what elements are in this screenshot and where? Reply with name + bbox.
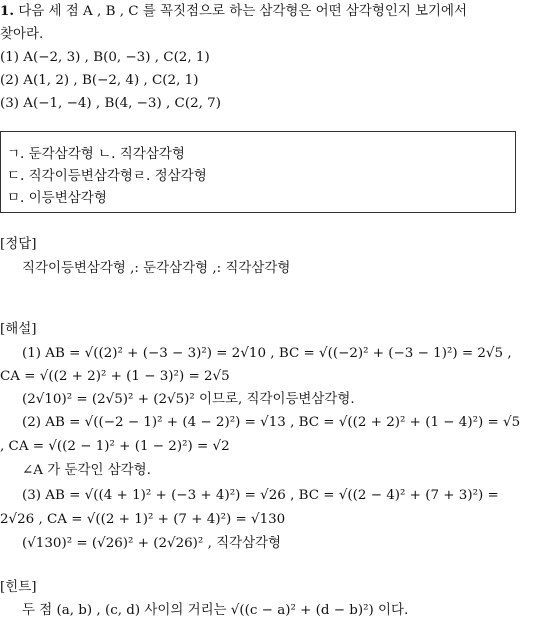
explanation-line-6: ∠A 가 둔각인 삼각형. <box>22 463 151 478</box>
choice-line-1: ㄱ. 둔각삼각형 ㄴ. 직각삼각형 <box>7 146 185 162</box>
explanation-line-7: (3) AB = √((4 + 1)² + (−3 + 4)²) = √26 , BC = √((2 − 4)² + (7 + 3)²) = <box>22 488 499 503</box>
explanation-line-2: CA = √((2 + 2)² + (1 − 3)²) = 2√5 <box>0 369 230 384</box>
explanation-line-4: (2) AB = √((−2 − 1)² + (4 − 2)²) = √13 , BC = √((2 + 2)² + (1 − 4)²) = √5 <box>22 415 521 430</box>
problem-number: 1. <box>0 3 15 19</box>
choices-box <box>0 131 516 213</box>
problem-stem-line-1 <box>0 5 535 18</box>
explanation-line-1: (1) AB = √((2)² + (−3 − 3)²) = 2√10 , BC = √((−2)² + (−3 − 1)²) = 2√5 , <box>22 346 512 361</box>
problem-item-3: (3) A(−1, −4) , B(4, −3) , C(2, 7) <box>0 96 221 111</box>
problem-stem-1: 다음 세 점 A , B , C 를 꼭짓점으로 하는 삼각형은 어떤 삼각형인지 보기에서 <box>18 4 467 19</box>
problem-item-2: (2) A(1, 2) , B(−2, 4) , C(2, 1) <box>0 73 199 88</box>
answer-text: 직각이등변삼각형 ,: 둔각삼각형 ,: 직각삼각형 <box>22 261 291 276</box>
explanation-label: [해설] <box>0 322 37 337</box>
hint-label: [힌트] <box>0 580 37 595</box>
problem-stem-2: 찾아라. <box>0 27 44 42</box>
choice-line-3: ㅁ. 이등변삼각형 <box>7 190 107 206</box>
explanation-line-8: 2√26 , CA = √((2 + 1)² + (7 + 4)²) = √130 <box>0 512 286 527</box>
answer-label: [정답] <box>0 237 37 252</box>
explanation-line-5: , CA = √((2 − 1)² + (1 − 2)²) = √2 <box>0 439 230 454</box>
problem-item-1: (1) A(−2, 3) , B(0, −3) , C(2, 1) <box>0 50 210 65</box>
explanation-line-3: (2√10)² = (2√5)² + (2√5)² 이므로, 직각이등변삼각형. <box>22 392 355 407</box>
explanation-line-9: (√130)² = (√26)² + (2√26)² , 직각삼각형 <box>22 536 282 551</box>
choice-line-2: ㄷ. 직각이등변삼각형ㄹ. 정삼각형 <box>7 168 207 184</box>
hint-text: 두 점 (a, b) , (c, d) 사이의 거리는 √((c − a)² + (d − b)²) 이다. <box>22 603 409 618</box>
